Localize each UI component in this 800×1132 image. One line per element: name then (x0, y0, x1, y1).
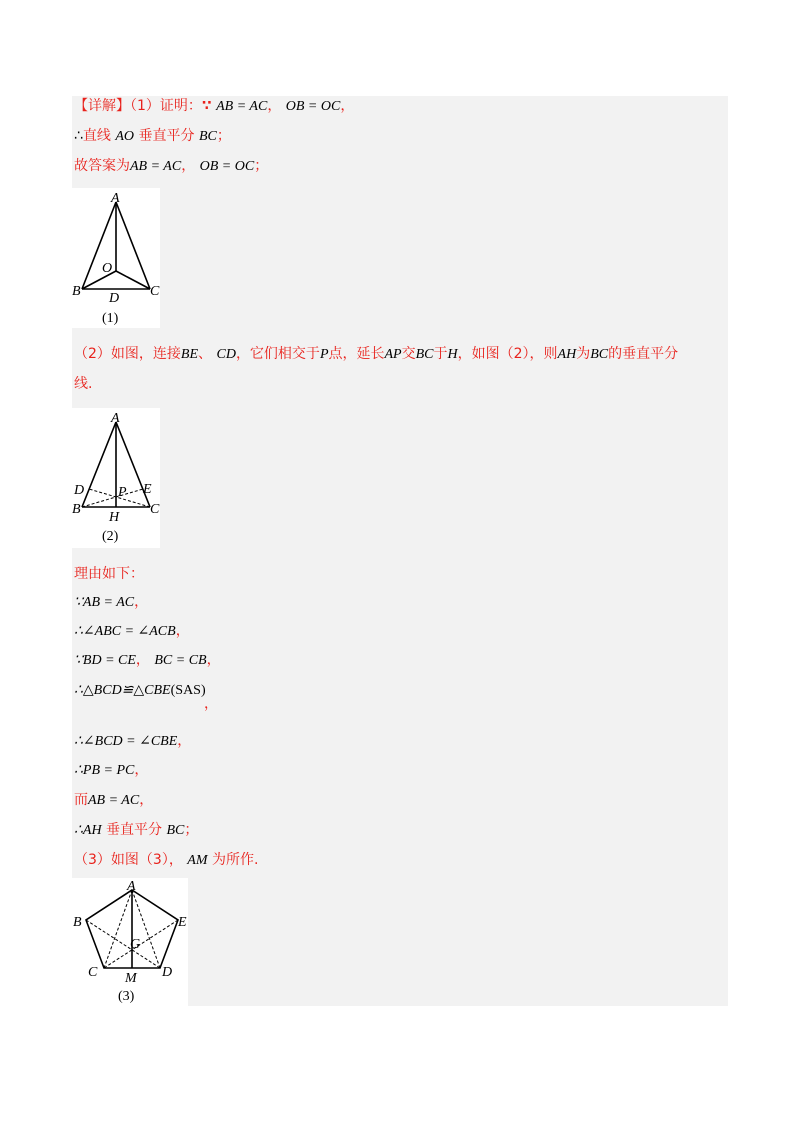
because-symbol: ∵ (201, 98, 212, 114)
figure-1 (72, 188, 160, 328)
math-p: P (319, 347, 329, 362)
comma: ， (340, 98, 355, 114)
text: 点，延长 (328, 346, 385, 362)
text: 而 (74, 792, 88, 808)
comma: ， (177, 733, 192, 749)
comma: ， (135, 652, 150, 668)
math: ∵AB = AC (74, 595, 135, 610)
math: ∴∠ABC = ∠ACB (74, 624, 176, 639)
text: 理由如下： (74, 566, 144, 582)
caption-2: (2) (102, 529, 119, 544)
comma: ， (206, 652, 221, 668)
label-b: B (72, 284, 81, 299)
math-am: AM (187, 853, 208, 868)
comma: ， (134, 594, 149, 610)
label-d: D (109, 291, 120, 306)
comma: ， (139, 792, 154, 808)
line-1 (74, 96, 354, 117)
line-4 (74, 344, 678, 365)
therefore-symbol: ∴ (74, 128, 83, 144)
line-15 (74, 850, 258, 871)
eq-ob-oc: OB = OC (285, 99, 341, 114)
label-o: O (102, 261, 113, 276)
semicolon: ； (254, 158, 269, 174)
math-cd: CD (216, 347, 236, 362)
text: 的垂直平分 (608, 346, 679, 362)
label-c: C (150, 284, 160, 299)
text: （2）如图，连接 (74, 346, 181, 362)
text: 为所作. (211, 852, 259, 868)
line-5 (74, 374, 92, 394)
figure-2-diagram (72, 408, 160, 548)
semicolon: ； (184, 822, 199, 838)
label-b: B (73, 915, 82, 930)
label-d: D (74, 483, 85, 498)
label-b: B (72, 502, 81, 517)
line-6 (74, 564, 144, 584)
line-2 (74, 126, 231, 147)
figure-2 (72, 408, 160, 548)
text: 垂直平分 (138, 128, 195, 144)
math-ap: AP (384, 347, 402, 362)
label-a: A (111, 191, 120, 206)
text: 线. (74, 376, 93, 392)
line-13 (74, 790, 153, 811)
text: 为 (576, 346, 591, 362)
math: ∴AH (74, 823, 102, 838)
math-bc: BC (590, 347, 609, 362)
comma: ， (204, 696, 218, 712)
math-bc: BC (166, 823, 185, 838)
semicolon: ； (216, 128, 231, 144)
math-h: H (447, 347, 458, 362)
label-e: E (178, 915, 187, 930)
label-c: C (88, 965, 98, 980)
text: 垂直平分 (106, 822, 163, 838)
figure-1-diagram (72, 188, 160, 328)
math: ∴PB = PC (74, 763, 135, 778)
caption-1: (1) (102, 311, 119, 326)
comma: ， (134, 762, 149, 778)
text: 交 (401, 346, 416, 362)
line-12 (74, 760, 148, 781)
line-3 (74, 156, 268, 177)
eq-ob-oc: OB = OC (199, 159, 255, 174)
math: BC = CB (154, 653, 207, 668)
math: ∴△BCD≌△CBE (74, 683, 171, 698)
math-be: BE (180, 347, 199, 362)
label-c: C (150, 502, 160, 517)
comma: ， (175, 623, 190, 639)
text: ，它们相交于 (235, 346, 320, 362)
line-10 (74, 680, 206, 701)
comma: ， (267, 98, 282, 114)
label-h: H (109, 510, 120, 525)
label-p: P (118, 485, 127, 500)
figure-3 (72, 878, 188, 1006)
math: AB = AC (88, 793, 140, 808)
figure-3-diagram (72, 878, 188, 1006)
math-ao: AO (115, 129, 135, 144)
math: ∵BD = CE (74, 653, 136, 668)
caption-3: (3) (118, 989, 135, 1004)
math-ah: AH (557, 347, 577, 362)
math-bc: BC (198, 129, 217, 144)
line-9 (74, 650, 221, 671)
line-11 (74, 731, 191, 752)
math: ∴∠BCD = ∠CBE (74, 734, 178, 749)
line-14 (74, 820, 198, 841)
label-g: G (130, 937, 141, 952)
eq-ab-ac: AB = AC (216, 99, 268, 114)
label-a: A (127, 879, 136, 894)
math-bc: BC (415, 347, 434, 362)
line-10-comma (204, 694, 218, 714)
comma: ， (181, 158, 196, 174)
text: ，如图（2），则 (457, 346, 558, 362)
proof-intro: 【详解】（1）证明： (74, 98, 202, 114)
label-e: E (143, 482, 152, 497)
line-8 (74, 621, 190, 642)
math-sas: (SAS) (170, 683, 206, 698)
text: 直线 (82, 128, 111, 144)
label-m: M (125, 971, 137, 986)
line-7 (74, 592, 148, 613)
answer-text: 故答案为 (74, 158, 130, 174)
label-d: D (162, 965, 173, 980)
label-a: A (111, 411, 120, 426)
text: 于 (433, 346, 448, 362)
text: （3）如图（3）， (74, 852, 183, 868)
text: 、 (198, 346, 213, 362)
eq-ab-ac: AB = AC (130, 159, 182, 174)
